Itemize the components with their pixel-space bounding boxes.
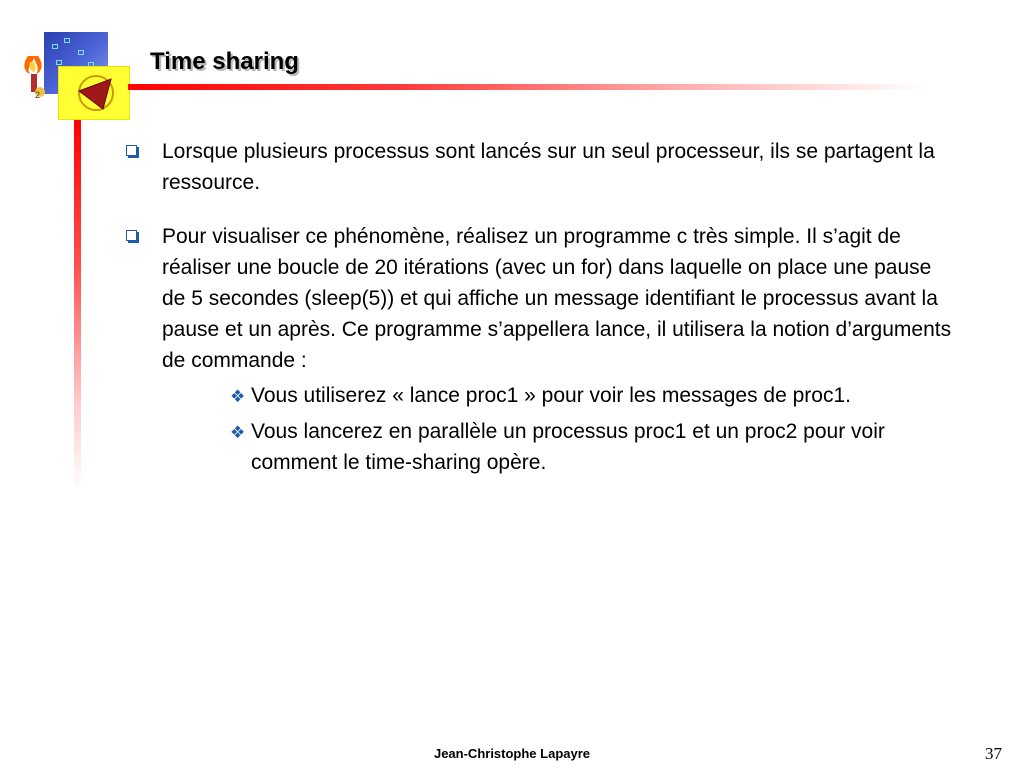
diamond-cluster-bullet-icon: ❖ (230, 387, 246, 406)
sub-bullet-item (122, 416, 952, 478)
title-underline-rule (128, 84, 928, 90)
torch-figure-icon (14, 52, 56, 100)
slide-title: Time sharing (150, 48, 299, 75)
slide-logo (14, 28, 134, 124)
footer-author: Jean-Christophe Lapayre (433, 746, 591, 761)
page-number: 37 (985, 744, 1002, 763)
diamond-cluster-bullet-icon: ❖ (230, 423, 246, 442)
sub-bullet-text: Vous lancerez en parallèle un processus proc1 et un proc2 pour voir comment le time-sharing opère. (251, 420, 885, 474)
arrowhead-icon (69, 73, 119, 113)
sub-bullet-item (122, 380, 952, 411)
bullet-text: Lorsque plusieurs processus sont lancés sur un seul processeur, ils se partagent la ressource. (162, 140, 935, 194)
bullet-item (122, 221, 952, 376)
side-accent-rule (74, 120, 81, 490)
sub-bullet-text: Vous utiliserez « lance proc1 » pour voir les messages de proc1. (251, 384, 851, 407)
bullet-text: Pour visualiser ce phénomène, réalisez un programme c très simple. Il s’agit de réaliser une boucle de 20 itérations (avec un for) dans laquelle on place une pause de 5 secondes (sleep(5)) et qui affiche un message identifiant le processus avant la pause et un après. Ce programme s’appellera lance, il utilisera la notion d’arguments de commande : (162, 225, 952, 372)
logo-yellow-panel (58, 66, 130, 120)
sub-bullet-list (122, 380, 952, 478)
svg-text:2: 2 (35, 90, 41, 100)
bullet-item (122, 136, 952, 198)
hollow-square-bullet-icon (126, 145, 137, 156)
slide-body (122, 136, 952, 483)
hollow-square-bullet-icon (126, 230, 137, 241)
